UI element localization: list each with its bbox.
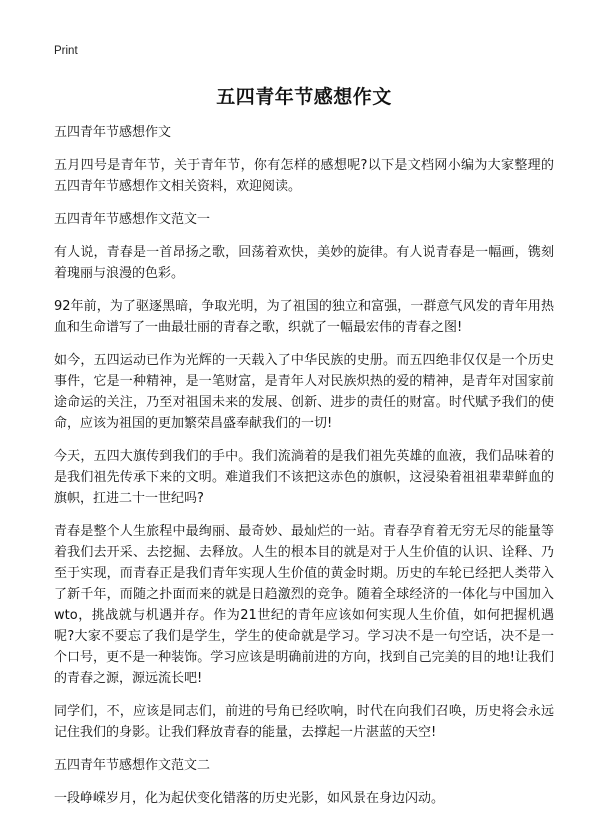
section1-heading: 五四青年节感想作文范文一 [54, 212, 211, 227]
section1-paragraph-1: 有人说，青春是一首昂扬之歌，回荡着欢快，美妙的旋律。有人说青春是一幅画，镌刻着瑰丽与浪漫的色彩。 [54, 245, 554, 281]
intro-paragraph: 五月四号是青年节，关于青年节，你有怎样的感想呢?以下是文档网小编为大家整理的五四青年节感想作文相关资料，欢迎阅读。 [54, 158, 554, 194]
section2-heading: 五四青年节感想作文范文二 [54, 758, 211, 773]
section2-paragraph-1: 一段峥嵘岁月，化为起伏变化错落的历史光影，如风景在身边闪动。 [54, 791, 445, 806]
section1-paragraph-6: 同学们，不，应该是同志们，前进的号角已经吹响，时代在向我们召唤，历史将会永远记住我们的身影。让我们释放青春的能量，去撑起一片湛蓝的天空! [54, 704, 554, 740]
section1-paragraph-4: 今天，五四大旗传到我们的手中。我们流淌着的是我们祖先英雄的血液，我们品味着的是我们祖先传承下来的文明。难道我们不该把这赤色的旗帜，这浸染着祖祖辈辈鲜血的旗帜，扛进二十一世纪吗? [54, 449, 554, 506]
section1-paragraph-2: 92年前，为了驱逐黑暗，争取光明，为了祖国的独立和富强，一群意气风发的青年用热血和生命谱写了一曲最壮丽的青春之歌，织就了一幅最宏伟的青春之图! [54, 299, 554, 335]
section1-paragraph-3: 如今，五四运动已作为光辉的一天载入了中华民族的史册。而五四绝非仅仅是一个历史事件，它是一种精神，是一笔财富，是青年人对民族炽热的爱的精神，是青年对国家前途命运的关注，乃至对祖国未来的发展、创新、进步的责任的财富。时代赋予我们的使命，应该为祖国的更加繁荣昌盛奉献我们的一切! [54, 353, 554, 431]
document-title: 五四青年节感想作文 [216, 86, 392, 108]
document-subtitle: 五四青年节感想作文 [54, 125, 172, 140]
print-link[interactable]: Print [54, 45, 78, 57]
section1-paragraph-5: 青春是整个人生旅程中最绚丽、最奇妙、最灿烂的一站。青春孕育着无穷无尽的能量等着我们去开采、去挖掘、去释放。人生的根本目的就是对于人生价值的认识、诠释、乃至于实现，而青春正是我们青年实现人生价值的黄金时期。历史的车轮已经把人类带入了新千年，而随之扑面而来的就是日趋激烈的竞争。随着全球经济的一体化与中国加入wto，挑战就与机遇并存。作为21世纪的青年应该如何实现人生价值，如何把握机遇呢?大家不要忘了我们是学生，学生的使命就是学习。学习决不是一句空话，决不是一个口号，更不是一种装饰。学习应该是明确前进的方向，找到自己完美的目的地!让我们的青春之源，源远流长吧! [54, 524, 554, 686]
